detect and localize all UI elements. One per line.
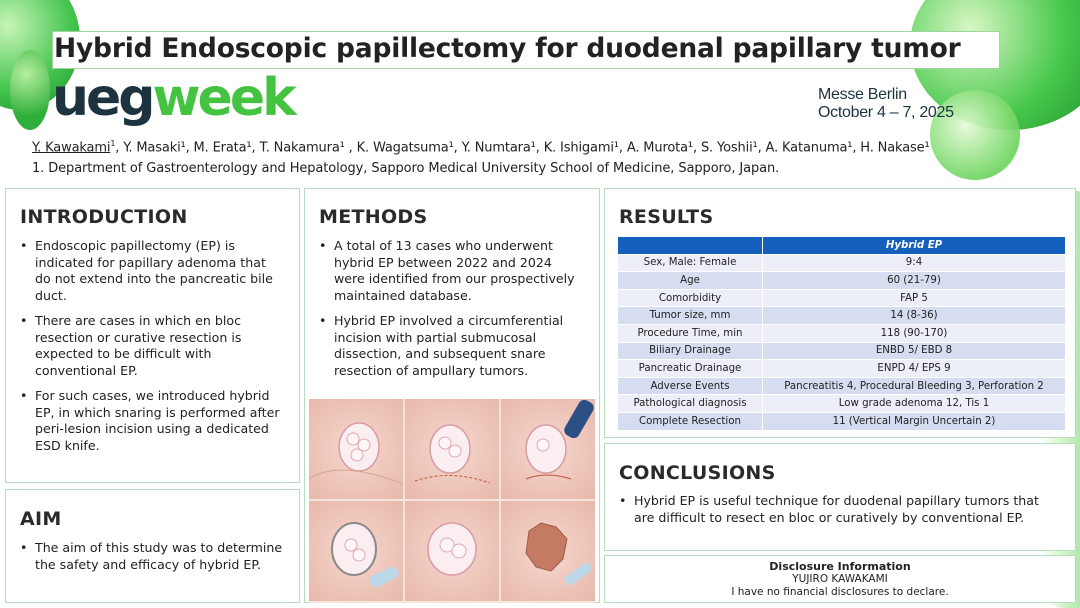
list-item: • For such cases, we introduced hybrid EP, in which snaring is performed after peri-lesion incision using a dedicated ESD knife. — [20, 388, 285, 454]
table-row — [618, 272, 1066, 290]
row-value: 9:4 — [763, 254, 1066, 272]
logo-part-week: week — [152, 68, 294, 128]
table-header-cell: Hybrid EP — [763, 237, 1066, 255]
row-label: Adverse Events — [618, 377, 763, 395]
illustration-step-1 — [309, 399, 403, 499]
table-row — [618, 395, 1066, 413]
illustration-step-2 — [405, 399, 499, 499]
table-row — [618, 307, 1066, 325]
aim-heading: AIM — [20, 508, 62, 530]
table-header-cell — [618, 237, 763, 255]
list-item: • Hybrid EP involved a circumferential incision with partial submucosal dissection, and subsequent snare resection of ampullary tumors. — [319, 313, 585, 379]
logo-part-ueg: ueg — [52, 68, 153, 128]
row-value: 14 (8-36) — [763, 307, 1066, 325]
methods-heading: METHODS — [319, 206, 428, 228]
disclosure-name: YUJIRO KAWAKAMI — [792, 573, 888, 585]
table-row — [618, 342, 1066, 360]
row-value: ENPD 4/ EPS 9 — [763, 360, 1066, 378]
procedure-illustration — [309, 399, 595, 603]
introduction-panel — [5, 188, 300, 483]
first-author-affiliation-mark: 1 — [110, 139, 116, 148]
table-header-row — [618, 237, 1066, 255]
aim-panel — [5, 489, 300, 603]
illustration-step-4 — [309, 501, 403, 601]
row-label: Pancreatic Drainage — [618, 360, 763, 378]
row-value: 60 (21-79) — [763, 272, 1066, 290]
affiliation: 1. Department of Gastroenterology and Hepatology, Sapporo Medical University School of Medicine, Sapporo, Japan. — [32, 161, 780, 176]
table-row — [618, 254, 1066, 272]
venue-location: Messe Berlin — [818, 86, 907, 103]
venue-info — [818, 86, 954, 122]
table-row — [618, 324, 1066, 342]
illustration-step-5 — [405, 501, 499, 601]
table-row — [618, 360, 1066, 378]
table-row — [618, 377, 1066, 395]
introduction-list — [20, 238, 285, 454]
results-panel — [604, 188, 1076, 438]
conclusions-list — [619, 493, 1061, 526]
author-list — [32, 139, 930, 155]
row-value: 118 (90-170) — [763, 324, 1066, 342]
illustration-step-3 — [501, 399, 595, 499]
row-label: Age — [618, 272, 763, 290]
results-heading: RESULTS — [619, 206, 714, 228]
methods-list — [319, 238, 585, 379]
list-item: • Hybrid EP is useful technique for duodenal papillary tumors that are difficult to resect en bloc or curatively by conventional EP. — [619, 493, 1061, 526]
conclusions-panel — [604, 443, 1076, 551]
disclosure-title: Disclosure Information — [769, 560, 911, 573]
row-value: 11 (Vertical Margin Uncertain 2) — [763, 412, 1066, 430]
introduction-heading: INTRODUCTION — [20, 206, 188, 228]
list-item: • There are cases in which en bloc resection or curative resection is expected to be difficult with conventional EP. — [20, 313, 285, 379]
table-row — [618, 412, 1066, 430]
illustration-step-6 — [501, 501, 595, 601]
row-label: Biliary Drainage — [618, 342, 763, 360]
row-label: Tumor size, mm — [618, 307, 763, 325]
results-table — [617, 236, 1066, 431]
ueg-week-logo — [52, 68, 294, 128]
row-label: Sex, Male: Female — [618, 254, 763, 272]
poster-title: Hybrid Endoscopic papillectomy for duodenal papillary tumor — [54, 33, 961, 64]
row-value: Low grade adenoma 12, Tis 1 — [763, 395, 1066, 413]
disclosure-statement: I have no financial disclosures to declare. — [731, 586, 949, 598]
row-value: Pancreatitis 4, Procedural Bleeding 3, Perforation 2 — [763, 377, 1066, 395]
co-authors: , Y. Masaki¹, M. Erata¹, T. Nakamura¹ , K. Wagatsuma¹, Y. Numtara¹, K. Ishigami¹, A. Murota¹, S. Yoshii¹, A. Katanuma¹, H. Nakase¹ — [115, 140, 930, 156]
row-value: FAP 5 — [763, 289, 1066, 307]
first-author: Y. Kawakami — [32, 140, 111, 156]
list-item: • The aim of this study was to determine the safety and efficacy of hybrid EP. — [20, 540, 285, 573]
row-label: Procedure Time, min — [618, 324, 763, 342]
disclosure-panel — [604, 555, 1076, 603]
row-value: ENBD 5/ EBD 8 — [763, 342, 1066, 360]
row-label: Pathological diagnosis — [618, 395, 763, 413]
table-row — [618, 289, 1066, 307]
aim-list — [20, 540, 285, 573]
row-label: Comorbidity — [618, 289, 763, 307]
list-item: • Endoscopic papillectomy (EP) is indicated for papillary adenoma that do not extend into the pancreatic bile duct. — [20, 238, 285, 304]
list-item: • A total of 13 cases who underwent hybrid EP between 2022 and 2024 were identified from our prospectively maintained database. — [319, 238, 585, 304]
decorative-green-blob — [10, 50, 50, 130]
conclusions-heading: CONCLUSIONS — [619, 462, 776, 484]
row-label: Complete Resection — [618, 412, 763, 430]
venue-dates: October 4 – 7, 2025 — [818, 104, 954, 121]
